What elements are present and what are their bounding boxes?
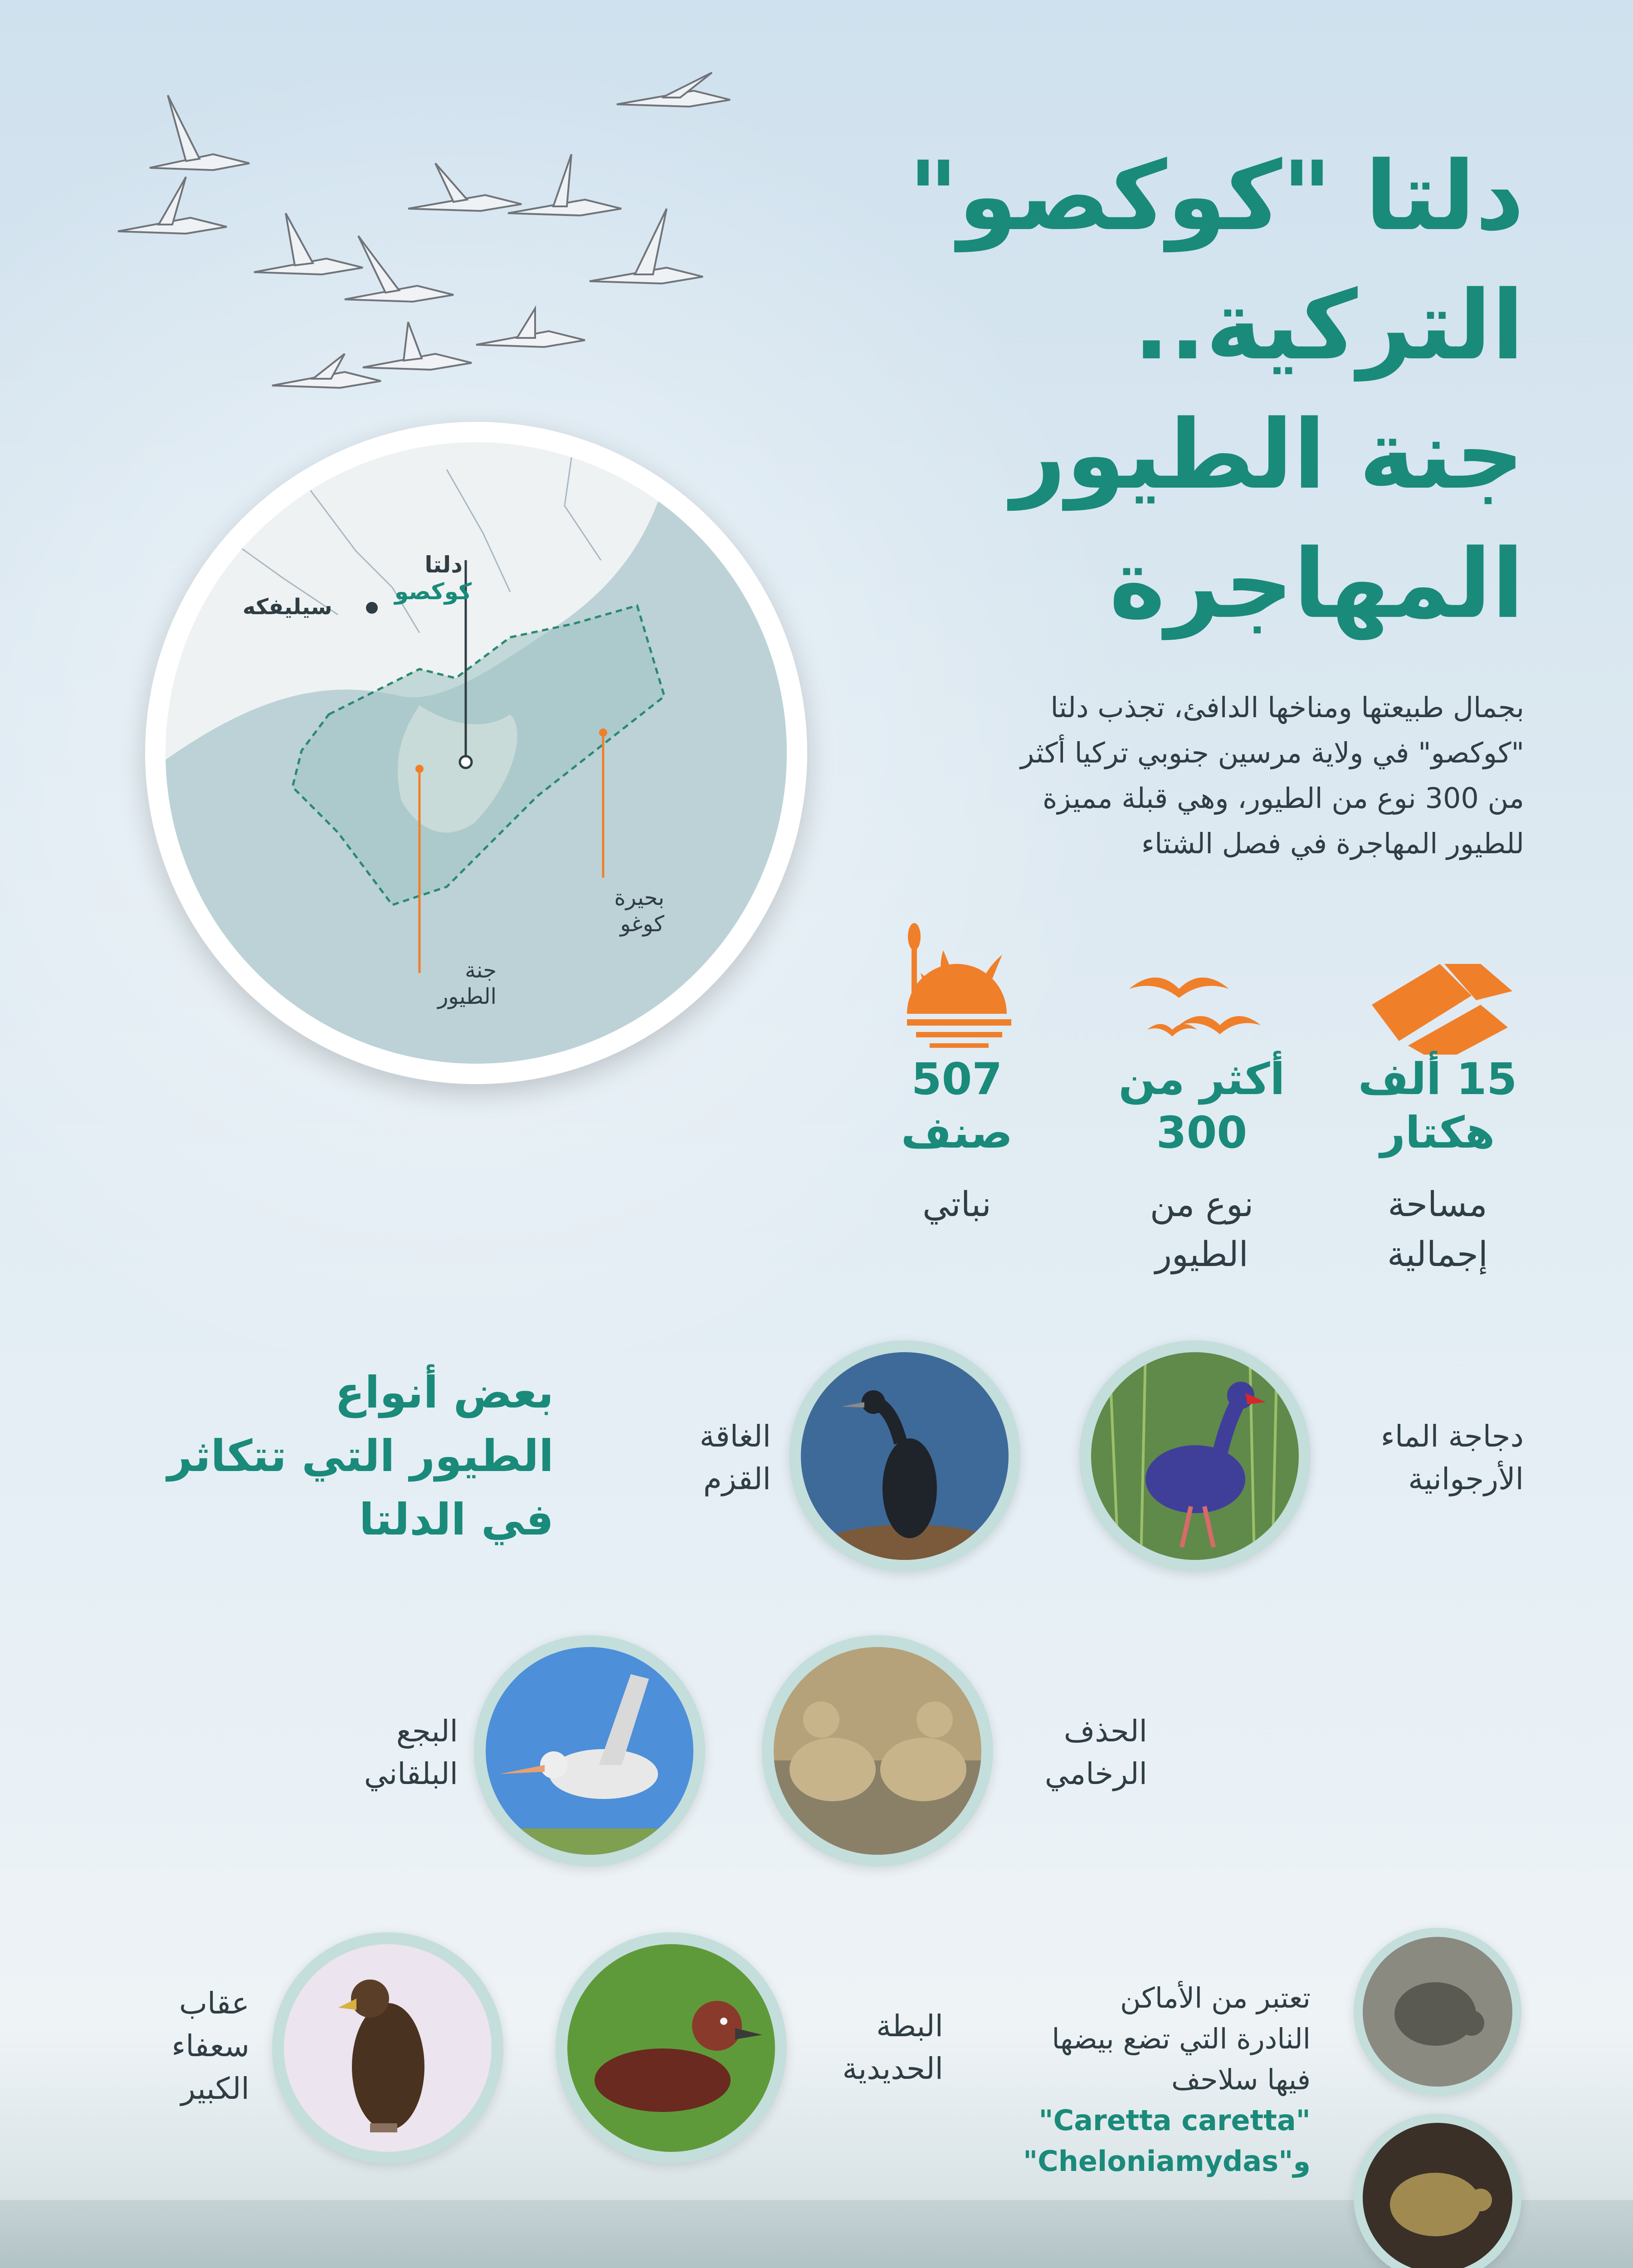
bird-label-pygmy-cormorant	[626, 1415, 771, 1501]
chelonia-turtle-image	[1363, 2123, 1512, 2268]
turtle-text-line: تعتبر من الأماكن	[1120, 1981, 1311, 2014]
paradise-label-line: الطيور	[438, 984, 497, 1009]
turtle-text-line: فيها سلاحف	[1171, 2063, 1311, 2096]
city-label: سيليفكه	[243, 594, 332, 620]
title-line: التركية..	[1133, 270, 1524, 381]
stat-number-line: 507	[911, 1054, 1003, 1105]
photo-frame	[486, 1647, 693, 1855]
intro-line: من 300 نوع من الطيور، وهي قبلة مميزة	[1043, 782, 1524, 815]
section-title	[146, 1361, 554, 1551]
photo-frame	[774, 1647, 981, 1855]
bird-photo-marbled-teal	[762, 1635, 993, 1867]
pygmy-cormorant-image	[801, 1352, 1009, 1560]
bird-label-line: الكبير	[180, 2071, 249, 2106]
eagle-image	[284, 1944, 492, 2152]
bird-label-line: البطة	[876, 2009, 943, 2043]
stat-number	[853, 1052, 1061, 1159]
bird-label-line: البلقاني	[364, 1756, 458, 1791]
bird-photo-ferruginous-duck	[556, 1932, 787, 2164]
bird-photo-dalmatian-pelican	[474, 1635, 705, 1867]
bird-label-eagle	[159, 1982, 249, 2110]
stat-number-line: 300	[1156, 1107, 1248, 1158]
intro-line: بجمال طبيعتها ومناخها الدافئ، تجذب دلتا	[1050, 691, 1524, 724]
stat-number	[1097, 1052, 1306, 1159]
turtle-species-name: "Caretta caretta"	[1038, 2104, 1311, 2137]
photo-frame	[284, 1944, 492, 2152]
dalmatian-pelican-image	[486, 1647, 693, 1855]
stat-number-line: صنف	[901, 1107, 1013, 1158]
delta-name-label: كوكصو	[395, 578, 472, 605]
stat-number-line: هكتار	[1380, 1107, 1495, 1158]
turtle-text	[1016, 1978, 1311, 2182]
stat-label-line: الطيور	[1155, 1234, 1248, 1274]
intro-line: "كوكصو" في ولاية مرسين جنوبي تركيا أكثر	[1020, 736, 1524, 769]
section-title-line: بعض أنواع	[335, 1367, 554, 1418]
stat-number-line: 15 ألف	[1358, 1054, 1517, 1105]
turtle-text-line: النادرة التي تضع بيضها	[1052, 2022, 1311, 2055]
photo-frame	[1091, 1352, 1299, 1560]
bird-label-line: سعفاء	[171, 2028, 249, 2063]
title-line: دلتا "كوكصو"	[908, 141, 1524, 252]
paradise-label-line: جنة	[465, 958, 497, 983]
bird-label-line: عقاب	[179, 1986, 249, 2021]
bird-photo-eagle	[272, 1932, 503, 2164]
bird-label-dalmatian-pelican	[308, 1710, 458, 1795]
lake-label-line: بحيرة	[614, 885, 664, 910]
stat-label	[853, 1179, 1061, 1229]
title-line: جنة الطيور	[1011, 399, 1524, 510]
photo-frame	[1363, 2123, 1512, 2268]
marbled-teal-image	[774, 1647, 981, 1855]
bird-photo-purple-swamphen	[1079, 1340, 1311, 1572]
intro-line: للطيور المهاجرة في فصل الشتاء	[1141, 827, 1524, 860]
bird-label-marbled-teal	[1011, 1710, 1147, 1795]
stat-number-line: أكثر من	[1118, 1054, 1285, 1105]
bird-label-line: الرخامي	[1044, 1756, 1147, 1791]
lake-label-line: كوغو	[620, 911, 664, 937]
bird-label-line: الحديدية	[842, 2051, 943, 2086]
stat-label-line: نوع من	[1150, 1184, 1254, 1224]
title-line: المهاجرة	[1109, 528, 1524, 640]
bird-label-line: القزم	[703, 1461, 771, 1496]
photo-frame	[567, 1944, 775, 2152]
bird-photo-pygmy-cormorant	[789, 1340, 1020, 1572]
section-title-line: الطيور التي تتكاثر	[167, 1431, 554, 1481]
bird-label-line: البجع	[396, 1714, 458, 1749]
turtle-species-name: و"Cheloniamydas"	[1023, 2145, 1311, 2178]
bird-label-purple-swamphen	[1333, 1415, 1524, 1501]
stat-label-line: إجمالية	[1387, 1234, 1488, 1274]
turtle-photo-caretta	[1354, 1928, 1521, 2096]
reeds-sun-icon	[889, 923, 1025, 1059]
purple-swamphen-image	[1091, 1352, 1299, 1560]
bird-label-line: الأرجوانية	[1408, 1461, 1524, 1496]
photo-frame	[1363, 1937, 1512, 2087]
caretta-turtle-image	[1363, 1937, 1512, 2087]
bird-label-line: دجاجة الماء	[1380, 1419, 1524, 1454]
stat-label-line: نباتي	[922, 1184, 991, 1224]
bird-label-line: الحذف	[1063, 1714, 1147, 1749]
section-title-line: في الدلتا	[359, 1494, 554, 1545]
stat-number	[1333, 1052, 1542, 1159]
flying-birds-icon	[1125, 962, 1279, 1052]
stat-label	[1333, 1179, 1542, 1279]
stat-label-line: مساحة	[1388, 1184, 1487, 1224]
delta-label-line: دلتا	[424, 552, 463, 578]
bird-label-ferruginous-duck	[807, 2005, 943, 2090]
land-parcel-icon	[1372, 964, 1517, 1055]
stat-label	[1097, 1179, 1306, 1279]
ferruginous-duck-image	[567, 1944, 775, 2152]
photo-frame	[801, 1352, 1009, 1560]
bird-label-line: الغاقة	[699, 1419, 771, 1454]
